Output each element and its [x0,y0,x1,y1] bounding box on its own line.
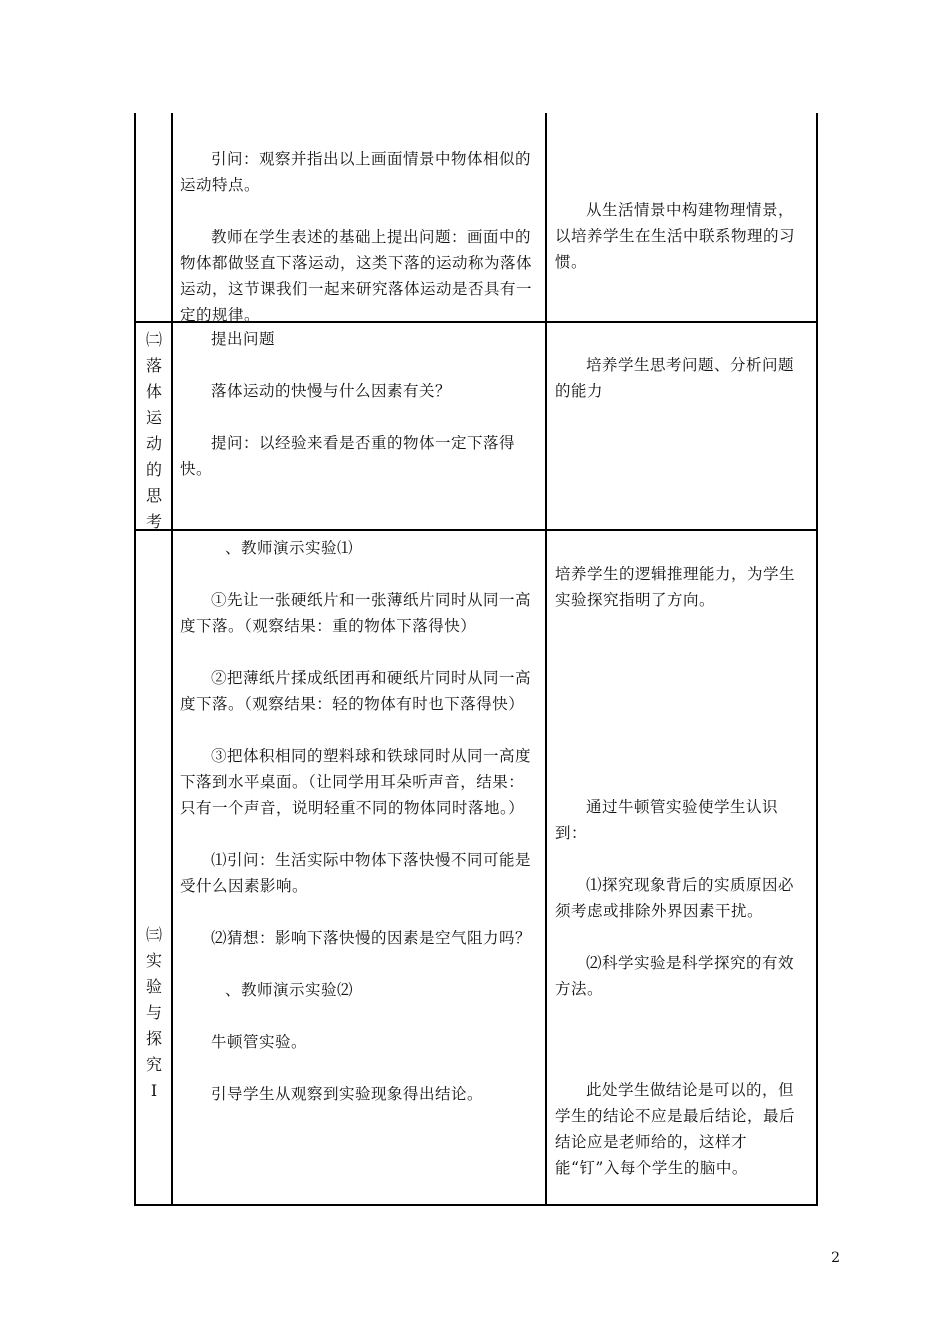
row1-intent-cell [555,197,807,275]
row3-teaching-para-6: ⑵猜想：影响下落快慢的因素是空气阻力吗？ [211,929,532,947]
row3-intent-block-3 [555,1077,807,1181]
row3-teaching-para-1: 、教师演示实验⑴ [225,539,354,557]
row3-intent-block-1 [555,561,807,613]
row3-intent-para-4: ⑵科学实验是科学探究的有效方法。 [555,954,795,998]
row3-label-char: ㈢ [145,925,162,944]
table-border-bottom [134,1204,818,1206]
row2-teaching-para-2: 落体运动的快慢与什么因素有关？ [211,382,452,400]
row2-teaching-para-1: 提出问题 [211,330,276,348]
row2-label-char: 的 [145,460,162,479]
row3-section-label [137,922,171,1104]
row3-teaching-para-3: ②把薄纸片揉成纸团再和硬纸片同时从同一高度下落。（观察结果：轻的物体有时也下落得快） [180,669,532,713]
row1-teaching-cell [180,146,536,328]
row3-teaching-para-2: ①先让一张硬纸片和一张薄纸片同时从同一高度下落。（观察结果：重的物体下落得快） [180,591,532,635]
row2-intent-text: 培养学生思考问题、分析问题的能力 [555,356,795,400]
table-divider-1 [171,113,173,1206]
row2-label-char: 落 [145,356,162,375]
row2-teaching-cell [180,326,536,482]
row3-teaching-para-7: 、教师演示实验⑵ [225,981,354,999]
row2-label-char: 思 [145,486,162,505]
row2-label-char: 运 [145,408,162,427]
row2-label-char: ㈡ [145,330,162,349]
row3-label-char: Ⅰ [150,1081,158,1100]
row3-intent-para-2: 通过牛顿管实验使学生认识到： [555,798,779,842]
row2-label-char: 体 [145,382,162,401]
row3-intent-block-2 [555,794,807,1002]
row3-teaching-para-9: 引导学生从观察到实验现象得出结论。 [211,1085,484,1103]
row3-label-char: 与 [145,1003,162,1022]
row3-teaching-para-5: ⑴引问：生活实际中物体下落快慢不同可能是受什么因素影响。 [180,851,532,895]
table-border-left [134,113,136,1206]
row1-teaching-para-1: 引问：观察并指出以上画面情景中物体相似的运动特点。 [180,150,532,194]
row3-label-char: 究 [145,1055,162,1074]
row2-label-char: 考 [145,512,162,531]
row3-intent-para-5: 此处学生做结论是可以的，但学生的结论不应是最后结论，最后结论应是老师给的，这样才能“钉”入每个学生的脑中。 [555,1081,796,1177]
row-divider-2 [134,529,818,531]
row2-teaching-para-3: 提问：以经验来看是否重的物体一定下落得快。 [180,434,516,478]
row2-intent-cell [555,352,807,404]
row3-intent-para-1: 培养学生的逻辑推理能力，为学生实验探究指明了方向。 [555,565,796,609]
table-border-right [816,113,818,1206]
table-divider-2 [545,113,547,1206]
row3-teaching-cell [180,535,536,1107]
row3-label-char: 验 [145,977,162,996]
row3-teaching-para-4: ③把体积相同的塑料球和铁球同时从同一高度下落到水平桌面。（让同学用耳朵听声音，结果：只有一个声音，说明轻重不同的物体同时落地。） [180,747,532,817]
page-number: 2 [831,1250,840,1266]
row2-label-char: 动 [145,434,162,453]
row1-teaching-para-2: 教师在学生表述的基础上提出问题：画面中的物体都做竖直下落运动，这类下落的运动称为落体运动，这节课我们一起来研究落体运动是否具有一定的规律。 [180,228,533,324]
row2-section-label [137,327,171,535]
row3-label-char: 探 [145,1029,162,1048]
row1-intent-text: 从生活情景中构建物理情景，以培养学生在生活中联系物理的习惯。 [555,201,796,271]
row3-intent-para-3: ⑴探究现象背后的实质原因必须考虑或排除外界因素干扰。 [555,876,795,920]
row3-label-char: 实 [145,951,162,970]
row3-teaching-para-8: 牛顿管实验。 [211,1033,308,1051]
